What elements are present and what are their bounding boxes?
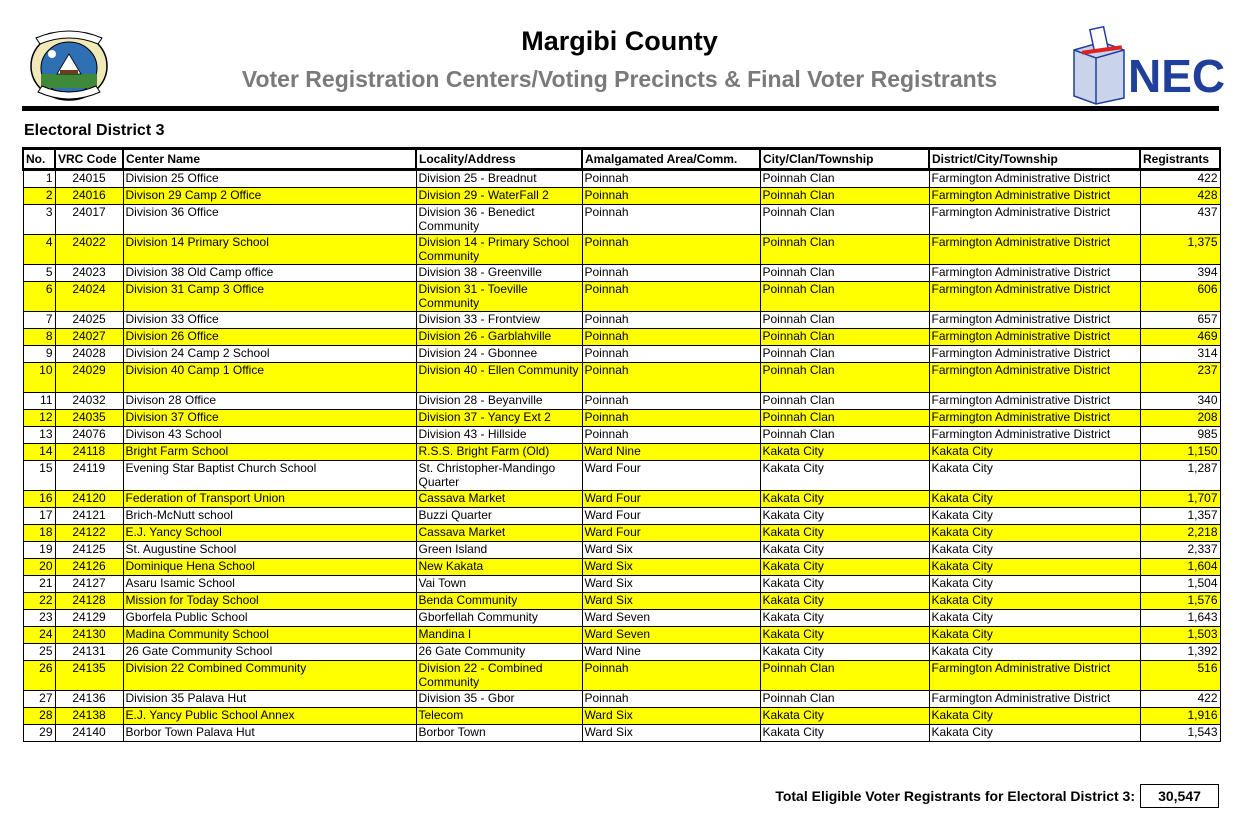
cell-district: Farmington Administrative District [929, 346, 1140, 363]
header-divider [22, 106, 1219, 111]
cell-no: 21 [23, 576, 55, 593]
cell-vrc-code: 24119 [55, 461, 123, 491]
nec-logo-text: NEC [1128, 50, 1226, 102]
col-header-center-name: Center Name [123, 148, 416, 170]
district-title: Electoral District 3 [24, 122, 165, 139]
table-row [23, 188, 1220, 205]
cell-locality: Gborfellah Community [416, 610, 582, 627]
table-row [23, 393, 1220, 410]
cell-locality: Vai Town [416, 576, 582, 593]
cell-city: Poinnah Clan [760, 661, 929, 691]
cell-area: Poinnah [582, 329, 760, 346]
cell-center-name: Bright Farm School [123, 444, 416, 461]
cell-locality: Division 24 - Gbonnee [416, 346, 582, 363]
cell-no: 5 [23, 265, 55, 282]
cell-city: Poinnah Clan [760, 691, 929, 708]
cell-district: Farmington Administrative District [929, 427, 1140, 444]
cell-district: Kakata City [929, 576, 1140, 593]
cell-area: Poinnah [582, 410, 760, 427]
cell-no: 8 [23, 329, 55, 346]
cell-registrants: 1,503 [1140, 627, 1220, 644]
cell-city: Poinnah Clan [760, 188, 929, 205]
cell-locality: R.S.S. Bright Farm (Old) [416, 444, 582, 461]
cell-district: Farmington Administrative District [929, 363, 1140, 393]
cell-district: Farmington Administrative District [929, 205, 1140, 235]
cell-locality: Division 22 - Combined Community [416, 661, 582, 691]
cell-district: Kakata City [929, 627, 1140, 644]
cell-center-name: Division 31 Camp 3 Office [123, 282, 416, 312]
cell-area: Poinnah [582, 346, 760, 363]
cell-locality: Division 43 - Hillside [416, 427, 582, 444]
cell-locality: Division 36 - Benedict Community [416, 205, 582, 235]
cell-area: Poinnah [582, 312, 760, 329]
table-row [23, 525, 1220, 542]
cell-city: Kakata City [760, 708, 929, 725]
cell-no: 17 [23, 508, 55, 525]
cell-area: Poinnah [582, 205, 760, 235]
cell-area: Poinnah [582, 235, 760, 265]
table-row [23, 410, 1220, 427]
cell-no: 28 [23, 708, 55, 725]
cell-district: Farmington Administrative District [929, 329, 1140, 346]
cell-locality: Division 37 - Yancy Ext 2 [416, 410, 582, 427]
cell-no: 2 [23, 188, 55, 205]
cell-area: Ward Four [582, 491, 760, 508]
cell-area: Ward Seven [582, 610, 760, 627]
cell-center-name: Division 38 Old Camp office [123, 265, 416, 282]
cell-area: Poinnah [582, 393, 760, 410]
cell-city: Kakata City [760, 725, 929, 742]
cell-city: Poinnah Clan [760, 282, 929, 312]
table-row [23, 282, 1220, 312]
cell-registrants: 606 [1140, 282, 1220, 312]
cell-no: 27 [23, 691, 55, 708]
cell-registrants: 1,604 [1140, 559, 1220, 576]
table-row [23, 576, 1220, 593]
cell-district: Kakata City [929, 725, 1140, 742]
cell-area: Ward Six [582, 725, 760, 742]
cell-center-name: Divison 28 Office [123, 393, 416, 410]
cell-locality: Division 14 - Primary School Community [416, 235, 582, 265]
cell-vrc-code: 24015 [55, 170, 123, 188]
cell-no: 26 [23, 661, 55, 691]
cell-locality: Division 38 - Greenville [416, 265, 582, 282]
table-row [23, 508, 1220, 525]
table-row [23, 593, 1220, 610]
precinct-table [22, 147, 1221, 742]
cell-city: Kakata City [760, 610, 929, 627]
cell-no: 23 [23, 610, 55, 627]
cell-area: Ward Nine [582, 644, 760, 661]
total-label: Total Eligible Voter Registrants for Electoral District 3: [775, 788, 1135, 804]
cell-vrc-code: 24138 [55, 708, 123, 725]
nec-logo [1068, 28, 1226, 104]
cell-vrc-code: 24131 [55, 644, 123, 661]
cell-locality: Mandina I [416, 627, 582, 644]
cell-center-name: Division 37 Office [123, 410, 416, 427]
cell-no: 16 [23, 491, 55, 508]
cell-area: Ward Seven [582, 627, 760, 644]
cell-city: Poinnah Clan [760, 205, 929, 235]
cell-locality: Cassava Market [416, 525, 582, 542]
cell-no: 12 [23, 410, 55, 427]
cell-registrants: 2,337 [1140, 542, 1220, 559]
table-row [23, 708, 1220, 725]
cell-no: 7 [23, 312, 55, 329]
cell-area: Poinnah [582, 188, 760, 205]
cell-area: Poinnah [582, 691, 760, 708]
cell-vrc-code: 24120 [55, 491, 123, 508]
cell-center-name: Dominique Hena School [123, 559, 416, 576]
table-row [23, 312, 1220, 329]
cell-district: Kakata City [929, 525, 1140, 542]
cell-center-name: Division 14 Primary School [123, 235, 416, 265]
cell-district: Kakata City [929, 542, 1140, 559]
cell-no: 1 [23, 170, 55, 188]
cell-district: Kakata City [929, 559, 1140, 576]
cell-registrants: 237 [1140, 363, 1220, 393]
cell-no: 29 [23, 725, 55, 742]
cell-city: Kakata City [760, 644, 929, 661]
table-row [23, 170, 1220, 188]
cell-registrants: 657 [1140, 312, 1220, 329]
cell-registrants: 314 [1140, 346, 1220, 363]
cell-locality: Division 35 - Gbor [416, 691, 582, 708]
cell-district: Kakata City [929, 593, 1140, 610]
table-row [23, 644, 1220, 661]
cell-no: 25 [23, 644, 55, 661]
cell-registrants: 208 [1140, 410, 1220, 427]
cell-no: 4 [23, 235, 55, 265]
cell-vrc-code: 24025 [55, 312, 123, 329]
table-row [23, 235, 1220, 265]
cell-vrc-code: 24017 [55, 205, 123, 235]
cell-area: Poinnah [582, 661, 760, 691]
table-row [23, 346, 1220, 363]
cell-vrc-code: 24129 [55, 610, 123, 627]
cell-district: Farmington Administrative District [929, 282, 1140, 312]
col-header-city: City/Clan/Township [760, 148, 929, 170]
cell-no: 13 [23, 427, 55, 444]
cell-registrants: 469 [1140, 329, 1220, 346]
table-row [23, 691, 1220, 708]
cell-city: Kakata City [760, 525, 929, 542]
cell-district: Farmington Administrative District [929, 393, 1140, 410]
cell-locality: Borbor Town [416, 725, 582, 742]
table-row [23, 265, 1220, 282]
cell-vrc-code: 24028 [55, 346, 123, 363]
table-row [23, 363, 1220, 393]
cell-center-name: Mission for Today School [123, 593, 416, 610]
page-subtitle: Voter Registration Centers/Voting Precincts & Final Voter Registrants [241, 66, 998, 92]
cell-city: Poinnah Clan [760, 170, 929, 188]
table-header-row [23, 148, 1220, 170]
cell-center-name: Federation of Transport Union [123, 491, 416, 508]
cell-center-name: Division 40 Camp 1 Office [123, 363, 416, 393]
cell-city: Kakata City [760, 444, 929, 461]
cell-vrc-code: 24076 [55, 427, 123, 444]
cell-no: 6 [23, 282, 55, 312]
cell-registrants: 2,218 [1140, 525, 1220, 542]
cell-no: 18 [23, 525, 55, 542]
cell-registrants: 428 [1140, 188, 1220, 205]
cell-district: Kakata City [929, 708, 1140, 725]
cell-district: Farmington Administrative District [929, 691, 1140, 708]
cell-vrc-code: 24035 [55, 410, 123, 427]
ballot-box-icon [1074, 27, 1124, 104]
cell-registrants: 1,392 [1140, 644, 1220, 661]
cell-locality: Buzzi Quarter [416, 508, 582, 525]
cell-city: Poinnah Clan [760, 427, 929, 444]
cell-district: Kakata City [929, 610, 1140, 627]
cell-area: Ward Nine [582, 444, 760, 461]
cell-vrc-code: 24128 [55, 593, 123, 610]
table-row [23, 205, 1220, 235]
cell-city: Poinnah Clan [760, 393, 929, 410]
cell-vrc-code: 24016 [55, 188, 123, 205]
cell-registrants: 1,287 [1140, 461, 1220, 491]
cell-area: Ward Six [582, 593, 760, 610]
cell-vrc-code: 24121 [55, 508, 123, 525]
table-row [23, 491, 1220, 508]
cell-locality: St. Christopher-Mandingo Quarter [416, 461, 582, 491]
cell-center-name: Division 25 Office [123, 170, 416, 188]
cell-district: Farmington Administrative District [929, 235, 1140, 265]
cell-registrants: 1,543 [1140, 725, 1220, 742]
total-value: 30,547 [1140, 784, 1219, 808]
cell-locality: Division 40 - Ellen Community [416, 363, 582, 393]
cell-center-name: Brich-McNutt school [123, 508, 416, 525]
cell-area: Poinnah [582, 170, 760, 188]
cell-vrc-code: 24125 [55, 542, 123, 559]
cell-locality: Division 28 - Beyanville [416, 393, 582, 410]
cell-registrants: 1,643 [1140, 610, 1220, 627]
cell-city: Poinnah Clan [760, 235, 929, 265]
cell-area: Poinnah [582, 427, 760, 444]
cell-district: Farmington Administrative District [929, 265, 1140, 282]
cell-registrants: 394 [1140, 265, 1220, 282]
cell-area: Ward Six [582, 542, 760, 559]
cell-no: 15 [23, 461, 55, 491]
cell-city: Poinnah Clan [760, 363, 929, 393]
cell-district: Farmington Administrative District [929, 312, 1140, 329]
cell-vrc-code: 24027 [55, 329, 123, 346]
cell-area: Ward Four [582, 461, 760, 491]
cell-district: Kakata City [929, 461, 1140, 491]
cell-vrc-code: 24136 [55, 691, 123, 708]
table-row [23, 427, 1220, 444]
cell-vrc-code: 24118 [55, 444, 123, 461]
cell-center-name: Division 26 Office [123, 329, 416, 346]
cell-no: 22 [23, 593, 55, 610]
cell-center-name: E.J. Yancy School [123, 525, 416, 542]
page-title: Margibi County [521, 26, 718, 56]
cell-city: Poinnah Clan [760, 329, 929, 346]
cell-locality: New Kakata [416, 559, 582, 576]
cell-vrc-code: 24140 [55, 725, 123, 742]
cell-area: Ward Four [582, 525, 760, 542]
table-row [23, 610, 1220, 627]
cell-locality: Division 26 - Garblahville [416, 329, 582, 346]
table-row [23, 461, 1220, 491]
cell-area: Ward Four [582, 508, 760, 525]
cell-district: Farmington Administrative District [929, 170, 1140, 188]
cell-locality: Telecom [416, 708, 582, 725]
cell-no: 14 [23, 444, 55, 461]
cell-registrants: 437 [1140, 205, 1220, 235]
cell-city: Kakata City [760, 542, 929, 559]
cell-city: Kakata City [760, 576, 929, 593]
col-header-vrc-code: VRC Code [55, 148, 123, 170]
cell-city: Kakata City [760, 593, 929, 610]
table-body [23, 170, 1220, 742]
cell-center-name: Gborfela Public School [123, 610, 416, 627]
cell-city: Poinnah Clan [760, 265, 929, 282]
cell-center-name: Division 22 Combined Community [123, 661, 416, 691]
cell-registrants: 340 [1140, 393, 1220, 410]
cell-locality: Division 29 - WaterFall 2 [416, 188, 582, 205]
cell-center-name: St. Augustine School [123, 542, 416, 559]
cell-center-name: Division 35 Palava Hut [123, 691, 416, 708]
cell-registrants: 1,707 [1140, 491, 1220, 508]
cell-vrc-code: 24122 [55, 525, 123, 542]
col-header-area: Amalgamated Area/Comm. [582, 148, 760, 170]
cell-center-name: Divison 29 Camp 2 Office [123, 188, 416, 205]
cell-registrants: 1,357 [1140, 508, 1220, 525]
col-header-registrants: Registrants [1140, 148, 1220, 170]
cell-vrc-code: 24130 [55, 627, 123, 644]
cell-district: Kakata City [929, 644, 1140, 661]
cell-city: Kakata City [760, 508, 929, 525]
cell-area: Poinnah [582, 265, 760, 282]
page-header [0, 0, 1239, 110]
cell-city: Kakata City [760, 491, 929, 508]
cell-center-name: Divison 43 School [123, 427, 416, 444]
cell-city: Kakata City [760, 627, 929, 644]
cell-vrc-code: 24029 [55, 363, 123, 393]
table-row [23, 725, 1220, 742]
cell-registrants: 1,504 [1140, 576, 1220, 593]
cell-district: Farmington Administrative District [929, 661, 1140, 691]
cell-center-name: Division 33 Office [123, 312, 416, 329]
cell-no: 10 [23, 363, 55, 393]
cell-city: Poinnah Clan [760, 312, 929, 329]
cell-registrants: 516 [1140, 661, 1220, 691]
cell-vrc-code: 24022 [55, 235, 123, 265]
table-row [23, 329, 1220, 346]
cell-registrants: 422 [1140, 691, 1220, 708]
cell-center-name: 26 Gate Community School [123, 644, 416, 661]
cell-registrants: 1,916 [1140, 708, 1220, 725]
cell-vrc-code: 24126 [55, 559, 123, 576]
cell-center-name: Borbor Town Palava Hut [123, 725, 416, 742]
cell-no: 11 [23, 393, 55, 410]
cell-registrants: 422 [1140, 170, 1220, 188]
cell-city: Poinnah Clan [760, 346, 929, 363]
table-row [23, 559, 1220, 576]
cell-vrc-code: 24127 [55, 576, 123, 593]
cell-locality: Cassava Market [416, 491, 582, 508]
cell-district: Kakata City [929, 491, 1140, 508]
cell-locality: Division 25 - Breadnut [416, 170, 582, 188]
cell-vrc-code: 24023 [55, 265, 123, 282]
table-row [23, 661, 1220, 691]
cell-no: 20 [23, 559, 55, 576]
cell-locality: Division 33 - Frontview [416, 312, 582, 329]
cell-district: Kakata City [929, 508, 1140, 525]
col-header-district: District/City/Township [929, 148, 1140, 170]
cell-registrants: 1,576 [1140, 593, 1220, 610]
cell-center-name: Division 24 Camp 2 School [123, 346, 416, 363]
cell-area: Ward Six [582, 708, 760, 725]
table-row [23, 444, 1220, 461]
cell-vrc-code: 24032 [55, 393, 123, 410]
cell-area: Poinnah [582, 363, 760, 393]
cell-city: Kakata City [760, 461, 929, 491]
cell-center-name: Madina Community School [123, 627, 416, 644]
cell-locality: Benda Community [416, 593, 582, 610]
cell-locality: 26 Gate Community [416, 644, 582, 661]
cell-no: 9 [23, 346, 55, 363]
cell-center-name: Division 36 Office [123, 205, 416, 235]
cell-locality: Green Island [416, 542, 582, 559]
cell-registrants: 985 [1140, 427, 1220, 444]
cell-center-name: Evening Star Baptist Church School [123, 461, 416, 491]
cell-center-name: E.J. Yancy Public School Annex [123, 708, 416, 725]
cell-vrc-code: 24135 [55, 661, 123, 691]
col-header-locality: Locality/Address [416, 148, 582, 170]
cell-district: Farmington Administrative District [929, 188, 1140, 205]
cell-no: 19 [23, 542, 55, 559]
cell-vrc-code: 24024 [55, 282, 123, 312]
cell-area: Poinnah [582, 282, 760, 312]
cell-area: Ward Six [582, 576, 760, 593]
cell-city: Kakata City [760, 559, 929, 576]
col-header-no: No. [23, 148, 55, 170]
cell-locality: Division 31 - Toeville Community [416, 282, 582, 312]
cell-center-name: Asaru Isamic School [123, 576, 416, 593]
cell-no: 24 [23, 627, 55, 644]
cell-no: 3 [23, 205, 55, 235]
cell-registrants: 1,375 [1140, 235, 1220, 265]
cell-city: Poinnah Clan [760, 410, 929, 427]
cell-registrants: 1,150 [1140, 444, 1220, 461]
table-row [23, 627, 1220, 644]
cell-district: Kakata City [929, 444, 1140, 461]
cell-district: Farmington Administrative District [929, 410, 1140, 427]
table-row [23, 542, 1220, 559]
cell-area: Ward Six [582, 559, 760, 576]
